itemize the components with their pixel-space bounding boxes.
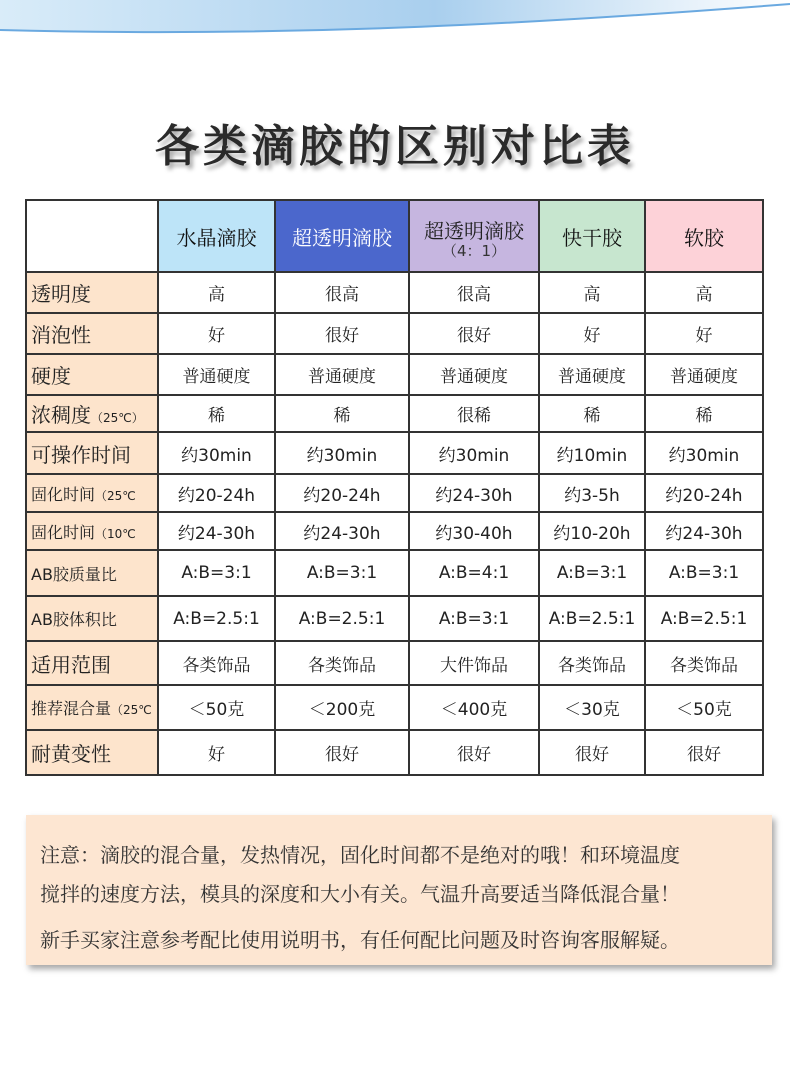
table-row: [26, 685, 763, 730]
table-cell: 普通硬度: [539, 354, 645, 395]
page-title: 各类滴胶的区别对比表: [155, 121, 635, 172]
column-header: [409, 200, 539, 272]
table-cell: 约24-30h: [645, 512, 763, 550]
table-row: [26, 354, 763, 395]
table-cell: ＜50克: [158, 685, 275, 730]
table-cell: 稀: [645, 395, 763, 432]
table-cell: 很好: [409, 730, 539, 775]
table-cell: A:B=2.5:1: [539, 596, 645, 641]
row-header-label: 固化时间: [31, 522, 96, 542]
table-cell: A:B=3:1: [409, 596, 539, 641]
table-cell: A:B=2.5:1: [158, 596, 275, 641]
table-cell: 普通硬度: [158, 354, 275, 395]
table-row: [26, 272, 763, 313]
row-header-label: 推荐混合量: [31, 699, 112, 718]
row-header-sub: （25℃）: [91, 411, 144, 425]
table-cell: ＜50克: [645, 685, 763, 730]
notice-line: 搅拌的速度方法，模具的深度和大小有关。气温升高要适当降低混合量！: [40, 882, 680, 906]
row-header: [26, 354, 158, 395]
row-header: [26, 641, 158, 685]
table-cell: 各类饰品: [158, 641, 275, 685]
table-cell: 普通硬度: [275, 354, 409, 395]
row-header-label: 适用范围: [31, 652, 111, 677]
table-row: [26, 596, 763, 641]
notice-line: 新手买家注意参考配比使用说明书，有任何配比问题及时咨询客服解疑。: [40, 928, 680, 952]
table-row: [26, 395, 763, 432]
table-cell: 约3-5h: [539, 474, 645, 512]
row-header: [26, 432, 158, 474]
table-cell: 普通硬度: [409, 354, 539, 395]
column-header-label: 超透明滴胶: [292, 225, 392, 250]
row-header: [26, 474, 158, 512]
notice-line: 注意：滴胶的混合量，发热情况，固化时间都不是绝对的哦！和环境温度: [40, 843, 680, 867]
row-header-label: 透明度: [31, 282, 91, 306]
table-cell: 约10-20h: [539, 512, 645, 550]
row-header: [26, 596, 158, 641]
table-row: [26, 432, 763, 474]
column-header-label: 快干胶: [562, 225, 622, 250]
row-header-label: 固化时间: [31, 484, 96, 504]
column-header-label: 软胶: [684, 225, 724, 250]
row-header-label: 消泡性: [31, 323, 91, 347]
table-cell: 很好: [409, 313, 539, 354]
table-cell: 约24-30h: [409, 474, 539, 512]
row-header: [26, 550, 158, 596]
table-cell: 普通硬度: [645, 354, 763, 395]
row-header: [26, 395, 158, 432]
table-cell: 稀: [158, 395, 275, 432]
table-cell: A:B=4:1: [409, 550, 539, 596]
table-header-row: [26, 200, 763, 272]
row-header-sub: （25℃: [111, 703, 152, 717]
row-header-label: 可操作时间: [31, 442, 131, 467]
comparison-table: [25, 199, 764, 776]
table-cell: ＜200克: [275, 685, 409, 730]
table-cell: 很好: [539, 730, 645, 775]
table-row: [26, 474, 763, 512]
table-cell: 约20-24h: [645, 474, 763, 512]
table-row: [26, 641, 763, 685]
row-header-label: AB胶体积比: [31, 610, 117, 629]
row-header: [26, 313, 158, 354]
table-cell: 各类饰品: [645, 641, 763, 685]
table-cell: A:B=3:1: [275, 550, 409, 596]
table-cell: 很高: [409, 272, 539, 313]
table-row: [26, 512, 763, 550]
table-cell: A:B=3:1: [539, 550, 645, 596]
table-cell: 各类饰品: [539, 641, 645, 685]
row-header-label: AB胶质量比: [31, 564, 117, 584]
table-cell: A:B=3:1: [158, 550, 275, 596]
column-header-sub: （4：1）: [441, 241, 507, 260]
column-header: [645, 200, 763, 272]
table-cell: ＜30克: [539, 685, 645, 730]
notice-box: [26, 815, 772, 965]
row-header: [26, 685, 158, 730]
table-cell: 约30min: [409, 432, 539, 474]
table-cell: 好: [158, 313, 275, 354]
table-cell: 很好: [275, 730, 409, 775]
table-cell: 很好: [275, 313, 409, 354]
row-header-label: 耐黄变性: [31, 742, 111, 766]
table-cell: 很好: [645, 730, 763, 775]
row-header-sub: （10℃: [95, 526, 136, 541]
table-cell: 好: [158, 730, 275, 775]
table-cell: 约30min: [158, 432, 275, 474]
column-header: [539, 200, 645, 272]
row-header: [26, 730, 158, 775]
table-cell: 约30-40h: [409, 512, 539, 550]
table-cell: A:B=2.5:1: [645, 596, 763, 641]
table-cell: 约24-30h: [158, 512, 275, 550]
row-header-label: 硬度: [31, 364, 71, 388]
table-cell: 大件饰品: [409, 641, 539, 685]
table-cell: 约24-30h: [275, 512, 409, 550]
table-cell: 高: [158, 272, 275, 313]
table-cell: 约30min: [275, 432, 409, 474]
table-cell: 好: [645, 313, 763, 354]
table-cell: 各类饰品: [275, 641, 409, 685]
table-cell: 很高: [275, 272, 409, 313]
table-corner-cell: [26, 200, 158, 272]
column-header: [275, 200, 409, 272]
table-cell: 约20-24h: [158, 474, 275, 512]
table-cell: 高: [539, 272, 645, 313]
table-cell: 约20-24h: [275, 474, 409, 512]
row-header-label: 浓稠度: [31, 403, 91, 427]
table-cell: 很稀: [409, 395, 539, 432]
table-cell: A:B=3:1: [645, 550, 763, 596]
column-header: [158, 200, 275, 272]
table-cell: 稀: [539, 395, 645, 432]
top-wave-decoration: [0, 0, 790, 50]
table-cell: 高: [645, 272, 763, 313]
table-cell: A:B=2.5:1: [275, 596, 409, 641]
table-row: [26, 313, 763, 354]
row-header-sub: （25℃: [95, 488, 136, 503]
table-cell: 约10min: [539, 432, 645, 474]
column-header-label: 超透明滴胶: [424, 218, 524, 243]
table-cell: ＜400克: [409, 685, 539, 730]
table-cell: 好: [539, 313, 645, 354]
table-cell: 稀: [275, 395, 409, 432]
table-cell: 约30min: [645, 432, 763, 474]
table-row: [26, 730, 763, 775]
column-header-label: 水晶滴胶: [176, 225, 257, 250]
table-row: [26, 550, 763, 596]
row-header: [26, 272, 158, 313]
row-header: [26, 512, 158, 550]
